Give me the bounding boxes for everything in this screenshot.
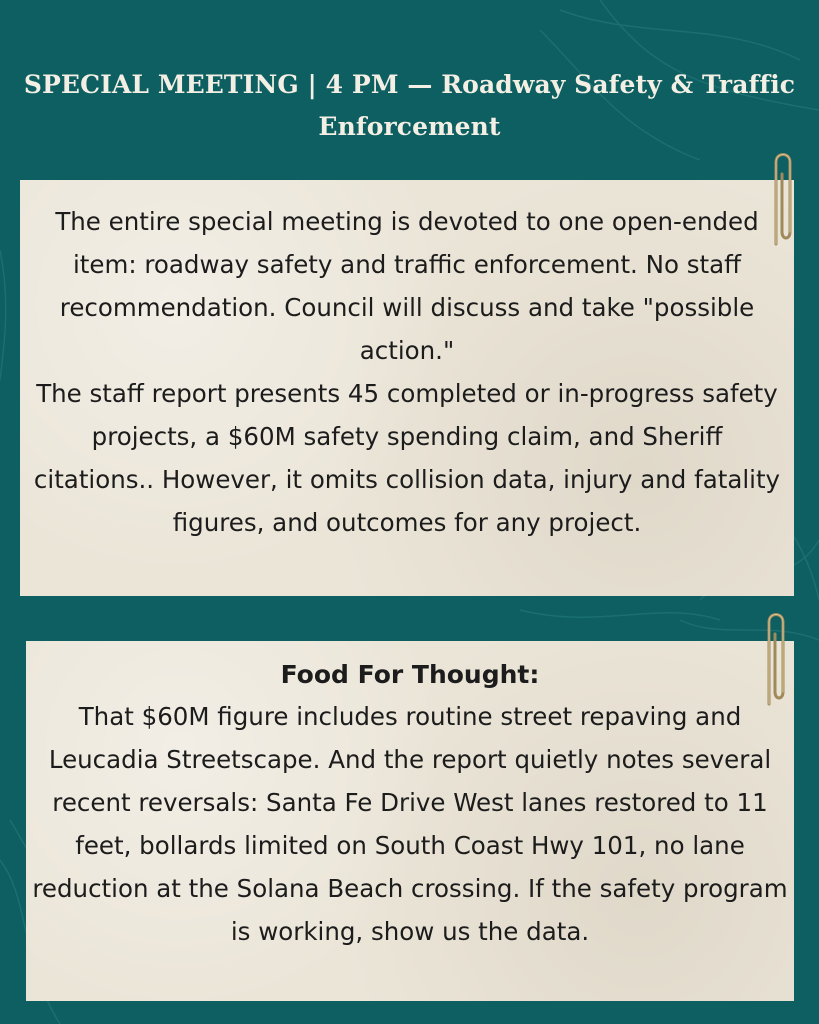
- food-for-thought-body: That $60M figure includes routine street repaving and Leucadia Streetscape. And the report quietly notes several recent reversals: Santa Fe Drive West lanes restored to 11 feet, bollards limited on South Coast Hwy 101, no lane reduction at the Solana Beach crossing. If the safety program is working, show us the data.: [32, 702, 788, 946]
- food-for-thought-heading: Food For Thought:: [280, 660, 540, 689]
- food-for-thought-card: [26, 641, 794, 1001]
- summary-paragraph-2: The staff report presents 45 completed or in-progress safety projects, a $60M safety spending claim, and Sheriff citations.. However, it omits collision data, injury and fatality figures, and outcomes for any project.: [33, 379, 781, 537]
- summary-paragraph-1: The entire special meeting is devoted to one open-ended item: roadway safety and traffic enforcement. No staff recommendation. Council will discuss and take "possible action.": [55, 207, 759, 365]
- page-title: SPECIAL MEETING | 4 PM — Roadway Safety & Traffic Enforcement: [23, 70, 796, 141]
- paperclip-icon: [762, 144, 802, 254]
- paperclip-icon: [755, 604, 795, 714]
- meeting-summary-card: [20, 180, 794, 596]
